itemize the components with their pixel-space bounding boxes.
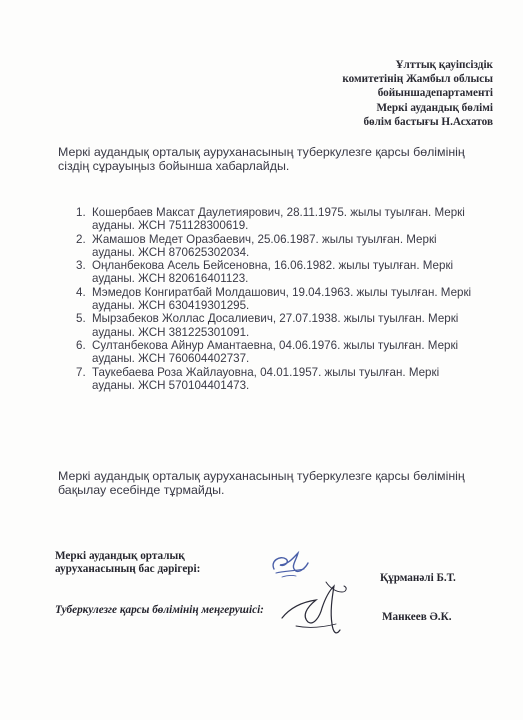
addressee-block — [263, 58, 493, 129]
list-item — [76, 366, 496, 393]
list-item-line-2: ауданы. ЖСН 760604402737. — [92, 352, 250, 366]
list-item — [76, 312, 496, 339]
list-item-line-1: Жамашов Медет Оразбаевич, 25.06.1987. жылы туылған. Меркі — [92, 232, 437, 246]
list-item-line-2: ауданы. ЖСН 570104401473. — [92, 378, 250, 392]
list-item — [76, 206, 496, 233]
list-item-text — [92, 259, 496, 286]
conclusion-line-2: бақылау есебінде тұрмайды. — [58, 483, 225, 497]
conclusion-line-1: Меркі аудандық орталық ауруханасының туберкулезге қарсы бөлімінің — [58, 469, 465, 483]
list-item-line-1: Таукебаева Роза Жайлауовна, 04.01.1957. жылы туылған. Меркі — [92, 365, 440, 379]
list-item-text — [92, 312, 496, 339]
list-item-number: 6. — [76, 338, 86, 352]
addressee-line-1: Ұлттық қауіпсіздік — [395, 59, 493, 71]
chief-doctor-title-line-1: Меркі аудандық орталық — [55, 550, 185, 562]
list-item — [76, 339, 496, 366]
list-item — [76, 259, 496, 286]
addressee-line-3: бойыншадепартаменті — [377, 87, 493, 100]
list-item-text — [92, 206, 496, 233]
persons-list — [76, 206, 496, 392]
list-item — [76, 233, 496, 260]
list-item-line-2: ауданы. ЖСН 870625302034. — [92, 245, 250, 259]
chief-doctor-name: Құрманәлі Б.Т. — [380, 572, 456, 584]
tb-head-signature — [276, 578, 356, 640]
list-item-line-1: Оңланбекова Асель Бейсеновна, 16.06.1982. жылы туылған. Меркі — [92, 259, 454, 273]
tb-head-title: Туберкулезге қарсы бөлімінің меңгерушісі: — [55, 604, 264, 616]
list-item-line-2: ауданы. ЖСН 751128300619. — [92, 219, 249, 233]
addressee-line-5: бөлім бастығы Н.Асхатов — [363, 115, 493, 128]
list-item — [76, 286, 496, 313]
list-item-line-1: Мырзабеков Жоллас Досалиевич, 27.07.1938. жылы туылған. Меркі — [92, 312, 459, 326]
chief-doctor-title-line-2: ауруханасының бас дәрігері: — [55, 563, 201, 575]
list-item-line-1: Султанбекова Айнур Амантаевна, 04.06.1976. жылы туылған. Меркі — [92, 338, 459, 352]
tb-head-name: Манкеев Ә.К. — [382, 611, 452, 623]
list-item-line-2: ауданы. ЖСН 630419301295. — [92, 299, 250, 313]
list-item-line-1: Кошербаев Максат Даулетиярович, 28.11.1975. жылы туылған. Меркі — [92, 206, 465, 219]
addressee-line-2: комитетінің Жамбыл облысы — [342, 73, 493, 86]
list-item-number: 1. — [76, 206, 86, 219]
conclusion-paragraph — [58, 469, 498, 497]
list-item-text — [92, 366, 496, 393]
list-item-line-2: ауданы. ЖСН 381225301091. — [92, 325, 250, 339]
list-item-text — [92, 286, 496, 313]
addressee-line-4: Меркі аудандық бөлімі — [376, 101, 493, 114]
list-item-line-1: Мэмедов Конгиратбай Молдашович, 19.04.1963. жылы туылған. Меркі — [92, 285, 472, 299]
list-item-number: 3. — [76, 259, 86, 273]
intro-line-2: сіздің сұрауыңыз бойынша хабарлайды. — [58, 159, 290, 173]
list-item-line-2: ауданы. ЖСН 820616401123. — [92, 272, 249, 286]
intro-line-1: Меркі аудандық орталық ауруханасының туберкулезге қарсы бөлімінің — [58, 145, 465, 159]
list-item-text — [92, 233, 496, 260]
intro-paragraph — [58, 145, 498, 173]
list-item-number: 5. — [76, 312, 86, 326]
list-item-number: 7. — [76, 365, 86, 379]
chief-doctor-title — [55, 550, 200, 576]
list-item-number: 4. — [76, 285, 86, 299]
list-item-number: 2. — [76, 232, 86, 246]
list-item-text — [92, 339, 496, 366]
